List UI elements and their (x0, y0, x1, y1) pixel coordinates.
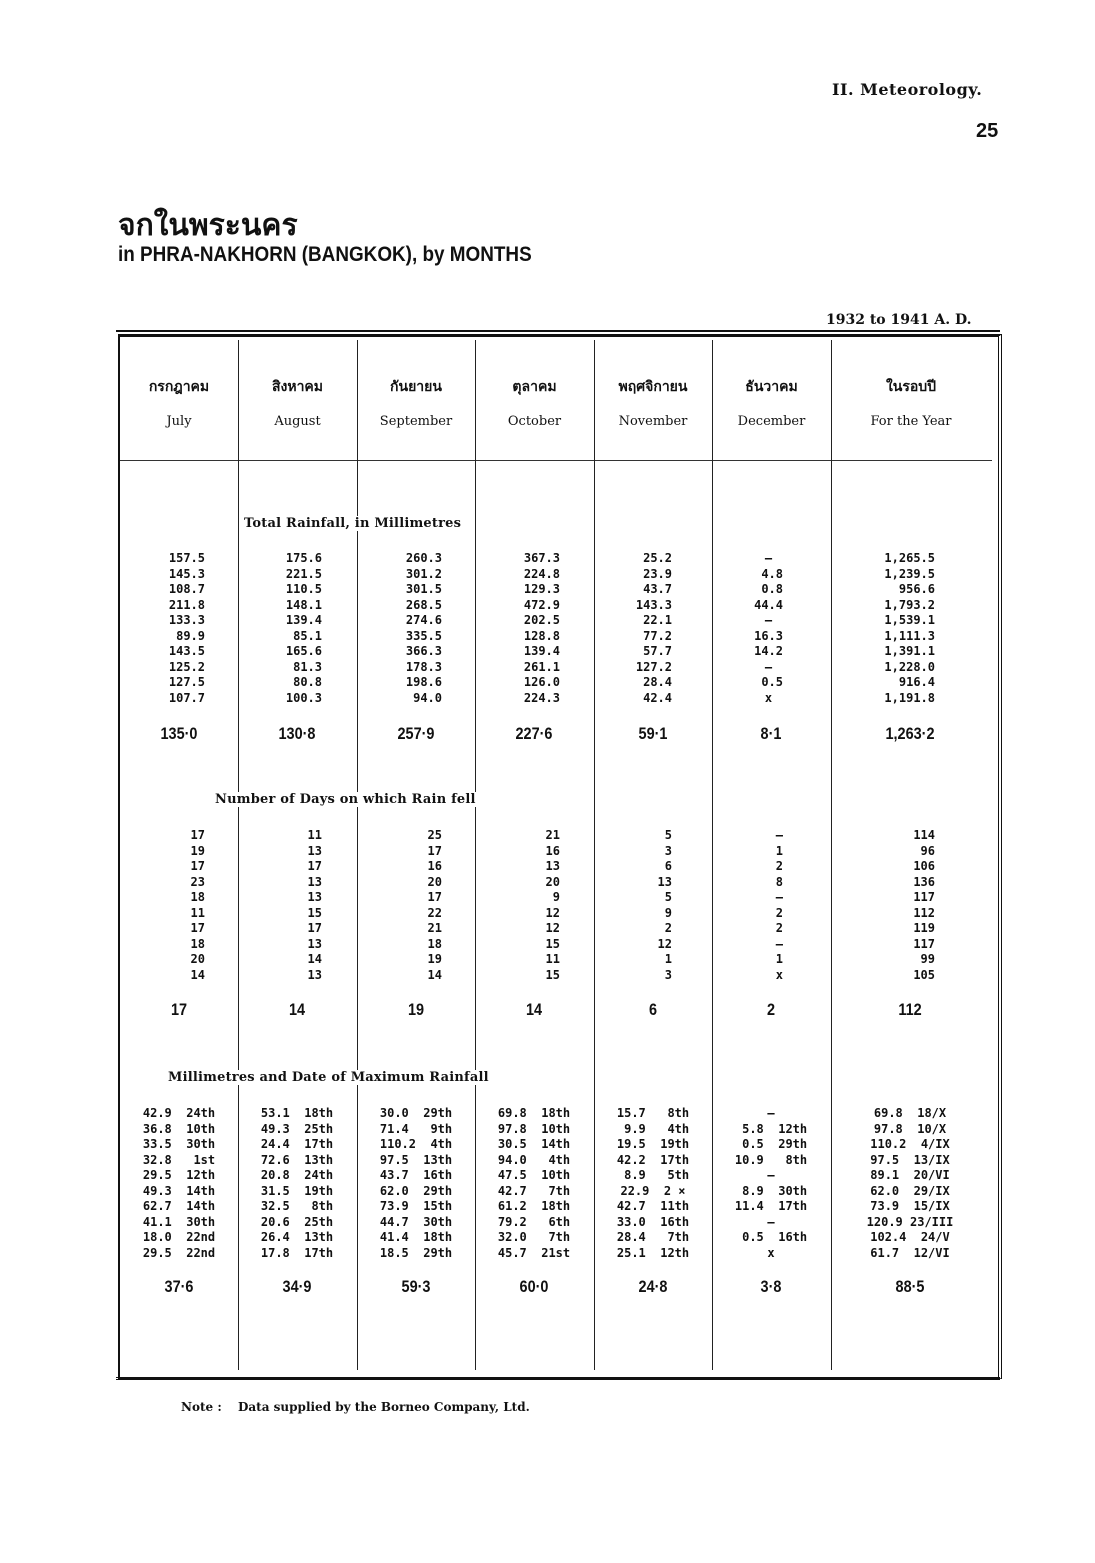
table-cell: 25.2 (643, 551, 672, 565)
table-cell: 175.6 (285, 551, 322, 565)
table-cell: 15 (545, 967, 560, 982)
table-cell: 45.7 21st (497, 1245, 571, 1260)
table-cell: 114 (913, 828, 935, 842)
table-cell: 33.5 30th (142, 1137, 216, 1151)
average-value: 60·0 (519, 1277, 549, 1296)
table-cell: 79.2 6th (497, 1214, 571, 1229)
table-cell: 81.3 (293, 659, 322, 674)
table-cell: 26.4 13th (260, 1230, 334, 1244)
table-cell: 17 (307, 921, 322, 935)
table-cell: 0.8 (761, 582, 783, 596)
table-cell: 221.5 (285, 566, 322, 581)
table-cell: 97.5 13th (379, 1152, 453, 1167)
column-divider (357, 340, 358, 1370)
table-cell: — (764, 659, 773, 674)
table-cell: 4.8 (761, 566, 783, 581)
table-cell: 18 (427, 936, 442, 951)
table-cell: — (767, 1106, 775, 1120)
table-cell: 16 (545, 843, 560, 858)
table-cell: 110.5 (285, 582, 322, 596)
average-value: 17 (170, 1000, 188, 1019)
table-cell: 3 (664, 843, 672, 858)
period-label: 1932 to 1941 A. D. (826, 312, 972, 328)
header-rule (120, 460, 992, 461)
table-cell: 17 (190, 859, 205, 873)
table-cell: 96 (920, 843, 935, 858)
table-cell: 13 (545, 859, 560, 873)
table-cell: 43.7 (643, 582, 672, 596)
column-header-thai: ธันวาคม (745, 379, 798, 395)
table-cell: 1,539.1 (884, 613, 935, 627)
table-cell: 17 (307, 859, 322, 873)
average-value: 6 (648, 1000, 658, 1019)
table-cell: 125.2 (168, 659, 205, 674)
average-value: 112 (898, 1000, 922, 1019)
table-cell: 198.6 (405, 675, 442, 689)
table-cell: 61.7 12/VI (870, 1245, 950, 1260)
table-cell: 274.6 (405, 613, 442, 627)
table-cell: 94.0 (413, 690, 442, 705)
column-header: December (737, 414, 806, 429)
average-value: 37·6 (164, 1277, 194, 1296)
table-cell: 17.8 17th (260, 1245, 334, 1260)
table-cell: 28.4 7th (616, 1230, 690, 1244)
table-cell: — (764, 613, 773, 627)
column-header-thai: ในรอบปี (885, 379, 937, 395)
table-cell: 12 (545, 921, 560, 935)
table-cell: 9.9 4th (616, 1121, 690, 1136)
average-value: 19 (407, 1000, 425, 1019)
table-cell: 29.5 22nd (142, 1245, 216, 1260)
table-cell: 73.9 15th (379, 1199, 453, 1213)
table-cell: 71.4 9th (379, 1121, 453, 1136)
data-column-total-rainfall (524, 551, 560, 706)
table-cell: 110.2 4/IX (870, 1137, 950, 1151)
table-cell: 0.5 (761, 675, 783, 689)
table-cell: 94.0 4th (497, 1152, 571, 1167)
table-cell: 99 (920, 952, 935, 966)
table-cell: 119 (913, 921, 935, 935)
average-value: 135·0 (160, 724, 198, 743)
table-cell: 916.4 (898, 675, 935, 689)
table-cell: 128.8 (523, 628, 560, 643)
table-cell: 89.1 20/VI (870, 1168, 950, 1182)
table-cell: 8 (775, 874, 783, 889)
data-column-rain-days (428, 828, 442, 983)
table-cell: 2 (775, 921, 783, 935)
table-cell: 44.7 30th (379, 1214, 453, 1229)
table-cell: — (767, 1214, 775, 1229)
table-cell: 139.4 (285, 613, 322, 627)
table-cell: 2 (775, 905, 783, 920)
table-cell: 5 (664, 890, 672, 904)
table-cell: x (764, 690, 773, 705)
table-cell: 32.8 1st (142, 1152, 216, 1167)
table-cell: 23 (190, 874, 205, 889)
table-cell: 18.5 29th (379, 1245, 453, 1260)
table-cell: 41.1 30th (142, 1214, 216, 1229)
table-cell: 112 (913, 905, 935, 920)
table-cell: 21 (545, 828, 560, 842)
page-number: 25 (976, 120, 999, 142)
data-column-max-rainfall (133, 1106, 225, 1261)
data-column-max-rainfall (607, 1106, 699, 1261)
section-title-rain-days: Number of Days on which Rain fell (215, 792, 476, 807)
table-cell: 42.2 17th (616, 1152, 690, 1167)
table-top-rule (116, 330, 1000, 332)
table-cell: 33.0 16th (616, 1214, 690, 1229)
table-cell: 956.6 (898, 582, 935, 596)
table-cell: 44.4 (754, 597, 783, 612)
table-cell: 17 (427, 843, 442, 858)
column-header: August (274, 414, 321, 429)
table-cell: 14 (427, 967, 442, 982)
table-cell: 9 (552, 890, 560, 904)
table-cell: 100.3 (285, 690, 322, 705)
table-cell: 15.7 8th (616, 1106, 690, 1120)
table-cell: 366.3 (405, 644, 442, 658)
table-cell: 178.3 (405, 659, 442, 674)
table-cell: 108.7 (168, 582, 205, 596)
column-header-thai: พฤศจิกายน (618, 379, 688, 395)
table-cell: 28.4 (643, 675, 672, 689)
table-cell: 11.4 17th (734, 1199, 808, 1213)
table-cell: 106 (913, 859, 935, 873)
table-cell: — (764, 551, 773, 565)
table-cell: 145.3 (168, 566, 205, 581)
table-cell: 18 (190, 890, 205, 904)
table-cell: 13 (307, 967, 322, 982)
table-cell: 18 (190, 936, 205, 951)
column-header: July (166, 414, 192, 429)
table-cell: 1,111.3 (884, 628, 935, 643)
table-cell: 117 (913, 890, 935, 904)
table-cell: 5.8 12th (734, 1121, 808, 1136)
average-value: 2 (766, 1000, 776, 1019)
note-label: Note : (181, 1400, 222, 1414)
table-cell: 20.8 24th (260, 1168, 334, 1182)
table-cell: 89.9 (176, 628, 205, 643)
title-thai: จกในพระนคร (118, 208, 298, 243)
table-cell: 10.9 8th (734, 1152, 808, 1167)
table-cell: 97.8 10th (497, 1121, 571, 1136)
table-cell: 13 (307, 843, 322, 858)
average-value: 14 (525, 1000, 543, 1019)
table-cell: 8.9 30th (734, 1183, 808, 1198)
table-cell: 97.8 10/X (873, 1121, 947, 1136)
table-cell: 127.5 (168, 675, 205, 689)
table-cell: 367.3 (523, 551, 560, 565)
average-value: 34·9 (282, 1277, 312, 1296)
table-cell: 72.6 13th (260, 1152, 334, 1167)
data-column-rain-days (776, 828, 783, 983)
table-cell: 16.3 (754, 628, 783, 643)
table-cell: 16 (427, 859, 442, 873)
table-cell: 62.7 14th (142, 1199, 216, 1213)
table-cell: 126.0 (523, 675, 560, 689)
average-value: 227·6 (515, 724, 553, 743)
table-cell: 57.7 (643, 644, 672, 658)
table-cell: 49.3 14th (142, 1183, 216, 1198)
table-cell: 31.5 19th (260, 1183, 334, 1198)
table-cell: 97.5 13/IX (870, 1152, 950, 1167)
average-value: 24·8 (638, 1277, 668, 1296)
table-cell: 11 (307, 828, 322, 842)
table-cell: 2 (664, 921, 672, 935)
table-cell: 25.1 12th (616, 1245, 690, 1260)
table-cell: 117 (913, 936, 935, 951)
section-title-total-rainfall: Total Rainfall, in Millimetres (244, 516, 462, 531)
column-header-thai: ตุลาคม (512, 379, 557, 395)
table-cell: 120.9 23/III (866, 1214, 954, 1229)
data-column-total-rainfall (286, 551, 322, 706)
table-cell: — (767, 1168, 775, 1182)
table-cell: 301.5 (405, 582, 442, 596)
table-cell: 43.7 16th (379, 1168, 453, 1182)
table-cell: 107.7 (168, 690, 205, 705)
table-cell: x (775, 967, 783, 982)
data-column-max-rainfall (488, 1106, 580, 1261)
table-cell: 136 (913, 874, 935, 889)
table-cell: 1,391.1 (884, 644, 935, 658)
table-cell: 14 (307, 952, 322, 966)
table-cell: 102.4 24/V (870, 1230, 950, 1244)
table-cell: 19 (190, 843, 205, 858)
table-cell: 8.9 5th (616, 1168, 690, 1182)
table-cell: 15 (545, 936, 560, 951)
note-text: Data supplied by the Borneo Company, Ltd. (238, 1400, 530, 1414)
table-cell: 261.1 (523, 659, 560, 674)
table-cell: 17 (190, 828, 205, 842)
average-value: 3·8 (760, 1277, 782, 1296)
table-cell: 24.4 17th (260, 1137, 334, 1151)
table-cell: 1 (775, 843, 783, 858)
table-cell: 148.1 (285, 597, 322, 612)
table-cell: 15 (307, 905, 322, 920)
column-header-thai: กรกฎาคม (148, 379, 210, 395)
table-cell: 77.2 (643, 628, 672, 643)
table-cell: — (775, 936, 783, 951)
table-cell: 12 (657, 936, 672, 951)
table-cell: 73.9 15/IX (870, 1199, 950, 1213)
table-cell: 11 (190, 905, 205, 920)
column-header: November (618, 414, 688, 429)
table-cell: 62.0 29th (379, 1183, 453, 1198)
average-value: 257·9 (397, 724, 435, 743)
table-cell: 22.1 (643, 613, 672, 627)
table-cell: 9 (664, 905, 672, 920)
table-cell: 42.4 (643, 690, 672, 705)
table-cell: 13 (307, 874, 322, 889)
table-cell: 32.0 7th (497, 1230, 571, 1244)
data-column-total-rainfall (636, 551, 672, 706)
table-cell: 69.8 18/X (873, 1106, 947, 1120)
table-cell: 224.3 (523, 690, 560, 705)
data-column-rain-days (658, 828, 672, 983)
table-cell: — (775, 828, 783, 842)
average-value: 88·5 (895, 1277, 925, 1296)
table-cell: 42.7 11th (616, 1199, 690, 1213)
table-cell: 18.0 22nd (142, 1230, 216, 1244)
table-cell: 202.5 (523, 613, 560, 627)
average-value: 14 (288, 1000, 306, 1019)
table-cell: 12 (545, 905, 560, 920)
table-cell: 36.8 10th (142, 1121, 216, 1136)
table-cell: 42.9 24th (142, 1106, 216, 1120)
table-cell: 17 (427, 890, 442, 904)
table-cell: 14.2 (754, 644, 783, 658)
table-cell: 6 (664, 859, 672, 873)
average-value: 59·1 (638, 724, 668, 743)
data-column-total-rainfall (884, 551, 935, 706)
table-cell: 0.5 16th (734, 1230, 808, 1244)
table-cell: 260.3 (405, 551, 442, 565)
table-cell: 19 (427, 952, 442, 966)
table-cell: 29.5 12th (142, 1168, 216, 1182)
table-cell: 335.5 (405, 628, 442, 643)
table-cell: 62.0 29/IX (870, 1183, 950, 1198)
average-value: 1,263·2 (885, 724, 935, 743)
table-cell: 0.5 29th (734, 1137, 808, 1151)
column-divider (831, 340, 832, 1370)
section-title-max-rainfall: Millimetres and Date of Maximum Rainfall (168, 1070, 489, 1085)
table-cell: 20 (545, 874, 560, 889)
table-cell: 13 (307, 890, 322, 904)
table-cell: 1,191.8 (884, 690, 935, 705)
data-column-total-rainfall (406, 551, 442, 706)
table-cell: 32.5 8th (260, 1199, 334, 1213)
data-column-rain-days (308, 828, 322, 983)
table-cell: 211.8 (168, 597, 205, 612)
table-cell: 80.8 (293, 675, 322, 689)
table-cell: 23.9 (643, 566, 672, 581)
table-cell: 1,239.5 (884, 566, 935, 581)
table-cell: 20 (190, 952, 205, 966)
data-column-max-rainfall (725, 1106, 817, 1261)
table-cell: 41.4 18th (379, 1230, 453, 1244)
column-header-thai: กันยายน (390, 379, 442, 395)
table-cell: 1 (775, 952, 783, 966)
table-cell: 47.5 10th (497, 1168, 571, 1182)
table-cell: 3 (664, 967, 672, 982)
table-cell: 30.5 14th (497, 1137, 571, 1151)
table-cell: 143.3 (635, 597, 672, 612)
column-header: September (379, 414, 453, 429)
table-cell: 14 (190, 967, 205, 982)
table-cell: 11 (545, 952, 560, 966)
data-column-max-rainfall (864, 1106, 956, 1261)
data-column-total-rainfall (754, 551, 783, 706)
table-bottom-rule (116, 1377, 1000, 1380)
table-cell: 133.3 (168, 613, 205, 627)
column-header-thai: สิงหาคม (271, 379, 324, 395)
table-cell: 224.8 (523, 566, 560, 581)
average-value: 130·8 (278, 724, 316, 743)
average-value: 8·1 (760, 724, 782, 743)
table-cell: 1 (664, 952, 672, 966)
table-cell: 19.5 19th (616, 1137, 690, 1151)
table-cell: 85.1 (293, 628, 322, 643)
table-cell: 22.9 2 × (620, 1183, 686, 1198)
table-cell: 129.3 (523, 582, 560, 596)
data-column-rain-days (546, 828, 560, 983)
table-cell: 20 (427, 874, 442, 889)
table-cell: 472.9 (523, 597, 560, 612)
table-cell: 143.5 (168, 644, 205, 658)
table-cell: 49.3 25th (260, 1121, 334, 1136)
column-header: October (507, 414, 562, 429)
table-cell: 22 (427, 905, 442, 920)
data-column-max-rainfall (370, 1106, 462, 1261)
table-cell: 268.5 (405, 597, 442, 612)
table-cell: 5 (664, 828, 672, 842)
data-column-max-rainfall (251, 1106, 343, 1261)
average-value: 59·3 (401, 1277, 431, 1296)
table-cell: 301.2 (405, 566, 442, 581)
table-cell: 20.6 25th (260, 1214, 334, 1229)
table-cell: 69.8 18th (497, 1106, 571, 1120)
table-cell: 13 (307, 936, 322, 951)
column-divider (594, 340, 595, 1370)
data-column-rain-days (913, 828, 935, 983)
table-cell: 165.6 (285, 644, 322, 658)
data-column-total-rainfall (169, 551, 205, 706)
table-cell: 21 (427, 921, 442, 935)
table-cell: 1,228.0 (884, 659, 935, 674)
chapter-heading: II. Meteorology. (832, 80, 983, 99)
table-cell: 61.2 18th (497, 1199, 571, 1213)
table-cell: 105 (913, 967, 935, 982)
table-cell: 13 (657, 874, 672, 889)
table-cell: 17 (190, 921, 205, 935)
table-cell: x (767, 1245, 775, 1260)
table-cell: 1,265.5 (884, 551, 935, 565)
title-english: in PHRA-NAKHORN (BANGKOK), by MONTHS (118, 243, 532, 266)
table-cell: 1,793.2 (884, 597, 935, 612)
table-cell: 139.4 (523, 644, 560, 658)
column-divider (475, 340, 476, 1370)
column-divider (712, 340, 713, 1370)
table-cell: — (775, 890, 783, 904)
table-cell: 42.7 7th (497, 1183, 571, 1198)
column-divider (238, 340, 239, 1370)
table-cell: 127.2 (635, 659, 672, 674)
table-cell: 25 (427, 828, 442, 842)
table-cell: 2 (775, 859, 783, 873)
table-cell: 110.2 4th (379, 1137, 453, 1151)
table-cell: 30.0 29th (379, 1106, 453, 1120)
data-column-rain-days (191, 828, 205, 983)
table-cell: 157.5 (168, 551, 205, 565)
column-header: For the Year (870, 414, 952, 429)
table-cell: 53.1 18th (260, 1106, 334, 1120)
